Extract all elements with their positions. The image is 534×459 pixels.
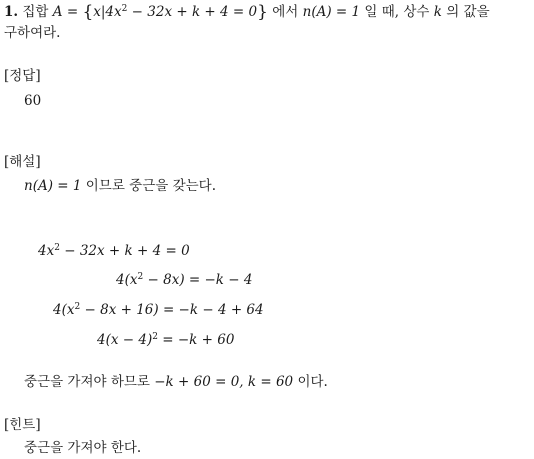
problem-line-1 <box>4 3 490 21</box>
eq4-exponent: 2 <box>152 332 158 342</box>
set-def-rest: − 32x + k + 4 = 0 <box>131 4 258 20</box>
conclusion-text-b: 이다. <box>297 374 328 390</box>
problem-text-c: 일 때, 상수 <box>364 4 430 20</box>
problem-text-a: 집합 <box>22 4 49 20</box>
eq3-lhs-a: 4(x <box>53 302 75 318</box>
conclusion-text-a: 중근을 가져야 하므로 <box>24 374 150 390</box>
hint-text: 중근을 가져야 한다. <box>24 440 142 456</box>
equation-line-1 <box>38 242 190 260</box>
answer-label: [정답] <box>4 68 41 84</box>
eq3-rhs: = −k − 4 + 64 <box>162 302 264 318</box>
eq2-lhs-a: 4(x <box>116 272 138 288</box>
problem-line-2: 구하여라. <box>4 25 61 41</box>
set-name: A <box>52 4 63 20</box>
solution-intro <box>24 177 216 195</box>
problem-text-d: 의 값을 <box>446 4 490 20</box>
equation-line-2 <box>116 271 252 289</box>
eq3-exponent: 2 <box>74 302 81 312</box>
solution-label: [해설] <box>4 154 41 170</box>
answer-value: 60 <box>24 93 42 109</box>
eq4-lhs-a: 4(x − 4) <box>97 332 153 348</box>
const-var: k <box>433 4 442 20</box>
problem-number: 1. <box>4 4 19 20</box>
close-brace: } <box>257 2 268 22</box>
problem-text-b: 에서 <box>272 4 299 20</box>
equation-line-4 <box>97 331 234 349</box>
condition: n(A) = 1 <box>302 4 361 20</box>
set-def-exponent: 2 <box>121 4 128 14</box>
equation-line-3 <box>53 301 264 319</box>
solution-conclusion <box>24 373 328 391</box>
eq2-lhs-b: − 8x) <box>143 272 185 288</box>
eq4-rhs: = −k + 60 <box>162 332 235 348</box>
equals-sign: = <box>66 4 79 20</box>
eq3-lhs-b: − 8x + 16) <box>80 302 159 318</box>
hint-label: [힌트] <box>4 417 41 433</box>
eq2-exponent: 2 <box>137 272 144 282</box>
intro-text: 이므로 중근을 갖는다. <box>85 178 217 194</box>
conclusion-math: −k + 60 = 0, k = 60 <box>154 374 294 390</box>
eq1-lhs-a: 4x <box>38 243 55 259</box>
eq1-exponent: 2 <box>54 243 60 253</box>
eq2-rhs: = −k − 4 <box>188 272 253 288</box>
set-def-prefix: x|4x <box>93 4 122 20</box>
eq1-lhs-b: − 32x + k + 4 = 0 <box>59 243 190 259</box>
intro-math: n(A) = 1 <box>24 178 82 194</box>
open-brace: { <box>82 2 94 22</box>
